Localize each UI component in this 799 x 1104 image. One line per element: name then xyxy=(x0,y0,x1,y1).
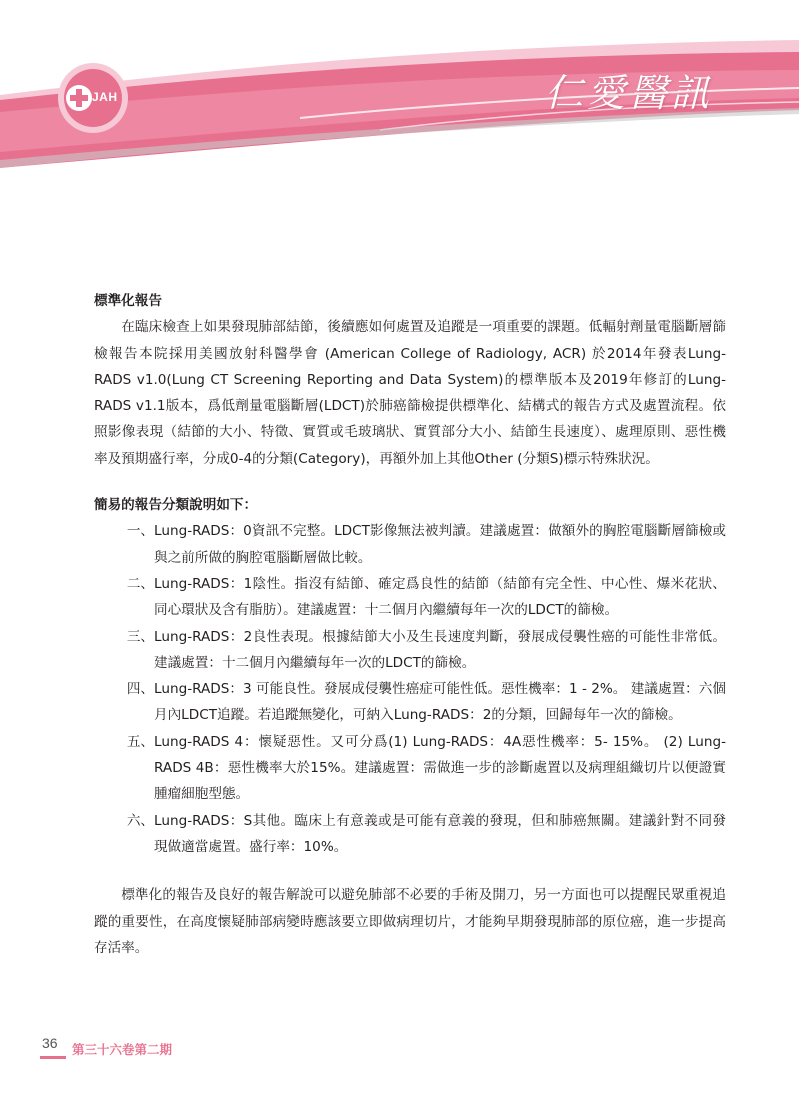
list-item-text: Lung-RADS 4：懷疑惡性。又可分爲(1) Lung-RADS：4A惡性機率：5- 15%。 (2) Lung-RADS 4B：惡性機率大於15%。建議處置：需做進一步的診斷處置以及病理組織切片以便證實腫瘤細胞型態。 xyxy=(154,733,726,803)
list-item-number: 二、 xyxy=(126,575,154,592)
list-item xyxy=(94,571,726,624)
list-item xyxy=(94,808,726,861)
article-body xyxy=(94,288,726,961)
list-item-number: 三、 xyxy=(126,628,154,645)
intro-paragraph: 在臨床檢查上如果發現肺部結節，後續應如何處置及追蹤是一項重要的課題。低輻射劑量電腦斷層篩檢報告本院採用美國放射科醫學會 (American College of Radiology, ACR) 於2014年發表Lung-RADS v1.0(Lung CT Screening Reporting and Data System)的標準版本及2019年修訂的Lung-RADS v1.1版本，爲低劑量電腦斷層(LDCT)於肺癌篩檢提供標準化、結構式的報告方式及處置流程。依照影像表現（結節的大小、特徵、實質或毛玻璃狀、實質部分大小、結節生長速度）、處理原則、惡性機率及預期盛行率，分成0-4的分類(Category)，再額外加上其他Other (分類S)標示特殊狀況。 xyxy=(94,319,726,467)
list-item-text: Lung-RADS：1陰性。指沒有結節、確定爲良性的結節（結節有完全性、中心性、爆米花狀、同心環狀及含有脂肪）。建議處置：十二個月內繼續每年一次的LDCT的篩檢。 xyxy=(154,575,726,619)
list-item-number: 一、 xyxy=(126,523,154,540)
list-item xyxy=(94,729,726,808)
list-item xyxy=(94,624,726,677)
list-item-text: Lung-RADS：0資訊不完整。LDCT影像無法被判讀。建議處置：做額外的胸腔電腦斷層篩檢或與之前所做的胸腔電腦斷層做比較。 xyxy=(154,523,726,566)
closing-paragraph: 標準化的報告及良好的報告解說可以避免肺部不必要的手術及開刀，另一方面也可以提醒民眾重視追蹤的重要性，在高度懷疑肺部病變時應該要立即做病理切片，才能夠早期發現肺部的原位癌，進一步提高存活率。 xyxy=(94,887,726,956)
issue-label: 第三十六卷第二期 xyxy=(72,1042,173,1057)
list-item-text: Lung-RADS：2良性表現。根據結節大小及生長速度判斷，發展成侵襲性癌的可能性非常低。建議處置：十二個月內繼續每年一次的LDCT的篩檢。 xyxy=(154,628,726,671)
masthead-title: 仁愛醫訊 xyxy=(545,71,714,115)
list-item-text: Lung-RADS：S其他。臨床上有意義或是可能有意義的發現，但和肺癌無關。建議針對不同發現做適當處置。盛行率：10%。 xyxy=(154,812,726,855)
page-number: 36 xyxy=(42,1035,58,1051)
subsection-heading: 簡易的報告分類說明如下： xyxy=(94,497,258,514)
category-list xyxy=(94,518,726,860)
list-item-text: Lung-RADS：3 可能良性。發展成侵襲性癌症可能性低。惡性機率：1 - 2%。 建議處置：六個月內LDCT追蹤。若追蹤無變化，可納入Lung-RADS：2的分類，回歸每年一次的篩檢。 xyxy=(154,681,726,724)
list-item-number: 四、 xyxy=(126,681,154,698)
list-item xyxy=(94,518,726,571)
list-item xyxy=(94,676,726,729)
list-item-number: 五、 xyxy=(126,733,154,750)
logo-text: JAH xyxy=(92,90,118,104)
list-item-number: 六、 xyxy=(126,812,154,829)
section-heading: 標準化報告 xyxy=(94,293,162,309)
footer-divider xyxy=(40,1056,66,1059)
